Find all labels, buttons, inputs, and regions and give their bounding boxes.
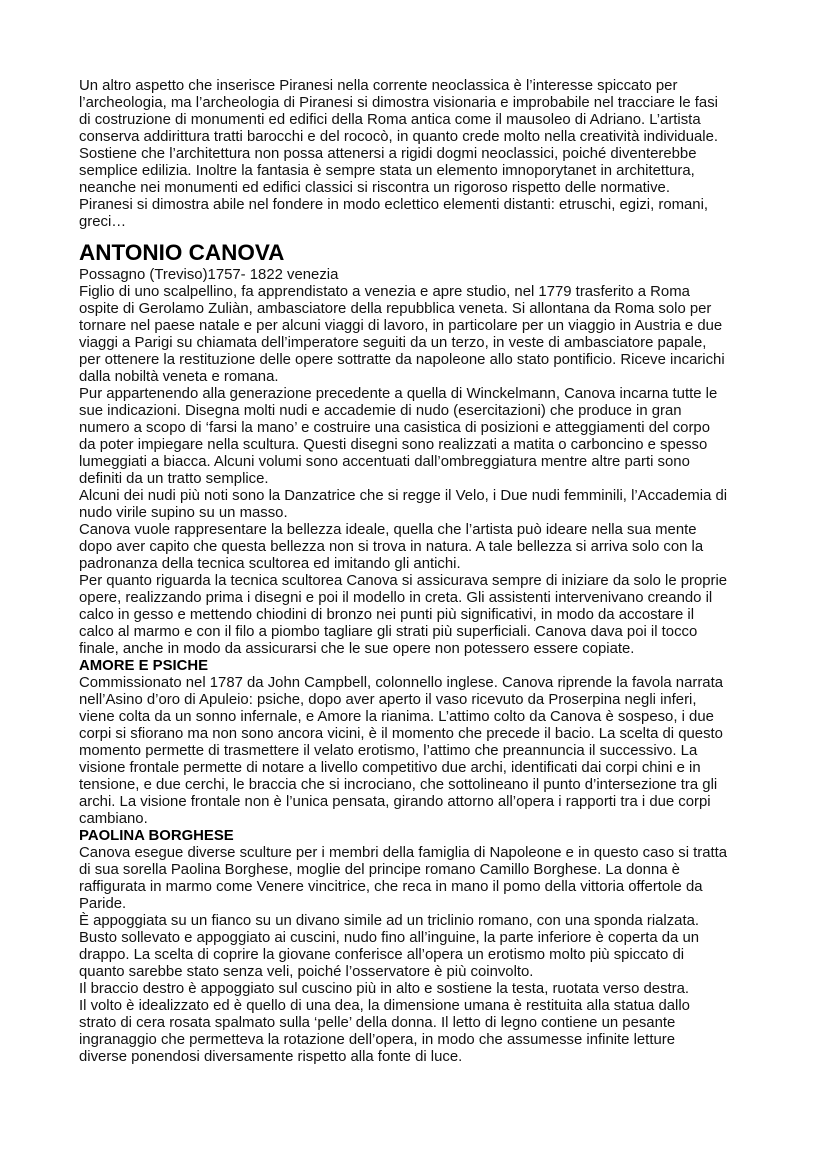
paolina-paragraph: È appoggiata su un fianco su un divano simile ad un triclinio romano, con una sponda rialzata. Busto sollevato e appoggiato ai cuscini, nudo fino all’inguine, la parte inferiore è coperta da un drappo. La scelta di coprire la giovane conferisce all’opera un erotismo molto più spiccato di quanto sarebbe stato senza veli, poiché l’osservatore è più coinvolto. [79, 913, 700, 980]
canova-paragraph: Alcuni dei nudi più noti sono la Danzatrice che si regge il Velo, i Due nudi femminili, l’Accademia di nudo virile supino su un masso. [79, 488, 728, 521]
canova-paragraph: Canova vuole rappresentare la bellezza ideale, quella che l’artista può ideare nella sua mente dopo aver capito che questa bellezza non si trova in natura. A tale bellezza si arriva solo con la padronanza della tecnica scultorea ed imitando gli antichi. [79, 522, 704, 572]
amore-paragraph: Commissionato nel 1787 da John Campbell, colonnello inglese. Canova riprende la favola narrata nell’Asino d’oro di Apuleio: psiche, dopo aver aperto il vaso ricevuto da Proserpina negli inferi, viene colta da un sonno infernale, e Amore la rianima. L’attimo colto da Canova è sospeso, i due corpi si sfiorano ma non sono ancora vicini, è il momento che precede il bacio. La scelta di questo momento permette di trasmettere il velato erotismo, l’attimo che preannuncia il successivo. La visione frontale permette di notare a livello competitivo due archi, identificati dai corpi chini e in tensione, e due cerchi, le braccia che si incrociano, che sottolineano il punto d’intersezione tra gli archi. La visione frontale non è l’unica pensata, girando attorno all’opera i rapporti tra i due corpi cambiano. [79, 675, 723, 827]
canova-paragraph: Figlio di uno scalpellino, fa apprendistato a venezia e apre studio, nel 1779 trasferito a Roma ospite di Gerolamo Zuliàn, ambasciatore della repubblica veneta. Si allontana da Roma solo per tornare nel paese natale e per alcuni viaggi di lavoro, in particolare per un viaggio in Austria e due viaggi a Parigi su chiamata dell’imperatore seguiti da un terzo, in veste di ambasciatore papale, per ottenere la restituzione delle opere sottratte da napoleone allo stato pontificio. Riceve incarichi dalla nobiltà veneta e romana. [79, 284, 725, 385]
canova-paragraph: Per quanto riguarda la tecnica scultorea Canova si assicurava sempre di iniziare da solo le proprie opere, realizzando prima i disegni e poi il modello in creta. Gli assistenti intervenivano creando il calco in gesso e mettendo chiodini di bronzo nei punti più significativi, in modo da accostare il calco al marmo e con il filo a piombo tagliare gli strati più superficiali. Canova dava poi il tocco finale, anche in modo da assicurarsi che le sue opere non potessero essere copiate. [79, 573, 728, 657]
canova-paragraph: Pur appartenendo alla generazione precedente a quella di Winckelmann, Canova incarna tutte le sue indicazioni. Disegna molti nudi e accademie di nudo (esercitazioni) che produce in gran numero a scopo di ‘farsi la mano’ e costruire una casistica di posizioni e atteggiamenti del corpo da poter impiegare nella scultura. Questi disegni sono realizzati a matita o carboncino e spesso lumeggiati a biacca. Alcuni volumi sono accentuati dall’ombreggiatura mentre altre parti sono definiti da un tratto semplice. [79, 386, 718, 487]
heading-paolina-borghese: PAOLINA BORGHESE [79, 828, 234, 844]
canova-subtitle: Possagno (Treviso)1757- 1822 venezia [79, 267, 339, 283]
intro-paragraph: Un altro aspetto che inserisce Piranesi nella corrente neoclassica è l’interesse spiccato per l’archeologia, ma l’archeologia di Piranesi si dimostra visionaria e improbabile nel tracciare le fasi di costruzione di monumenti ed edifici della Roma antica come il mausoleo di Adriano. L’artista conserva addirittura tratti barocchi e del rococò, in quanto crede molto nella creatività individuale. Sostiene che l’architettura non possa attenersi a rigidi dogmi neoclassici, poiché diventerebbe semplice edilizia. Inoltre la fantasia è sempre stata un elemento imnoporytanet in architettura, neanche nei monumenti ed edifici classici si riscontra un rigoroso rispetto delle normative. Piranesi si dimostra abile nel fondere in modo eclettico elementi distanti: etruschi, egizi, romani, greci… [79, 78, 718, 230]
section-title-antonio-canova: ANTONIO CANOVA [79, 240, 285, 265]
paolina-paragraph: Il braccio destro è appoggiato sul cuscino più in alto e sostiene la testa, ruotata verso destra. Il volto è idealizzato ed è quello di una dea, la dimensione umana è restituita alla statua dallo strato di cera rosata spalmato sulla ‘pelle’ della donna. Il letto di legno contiene un pesante ingranaggio che permetteva la rotazione dell’opera, in modo che assumesse infinite letture diverse ponendosi diversamente rispetto alla fonte di luce. [79, 981, 690, 1065]
document-page [79, 78, 759, 1066]
paolina-paragraph: Canova esegue diverse sculture per i membri della famiglia di Napoleone e in questo caso si tratta di sua sorella Paolina Borghese, moglie del principe romano Camillo Borghese. La donna è raffigurata in marmo come Venere vincitrice, che reca in mano il pomo della vittoria offertole da Paride. [79, 845, 728, 912]
heading-amore-e-psiche: AMORE E PSICHE [79, 658, 209, 674]
